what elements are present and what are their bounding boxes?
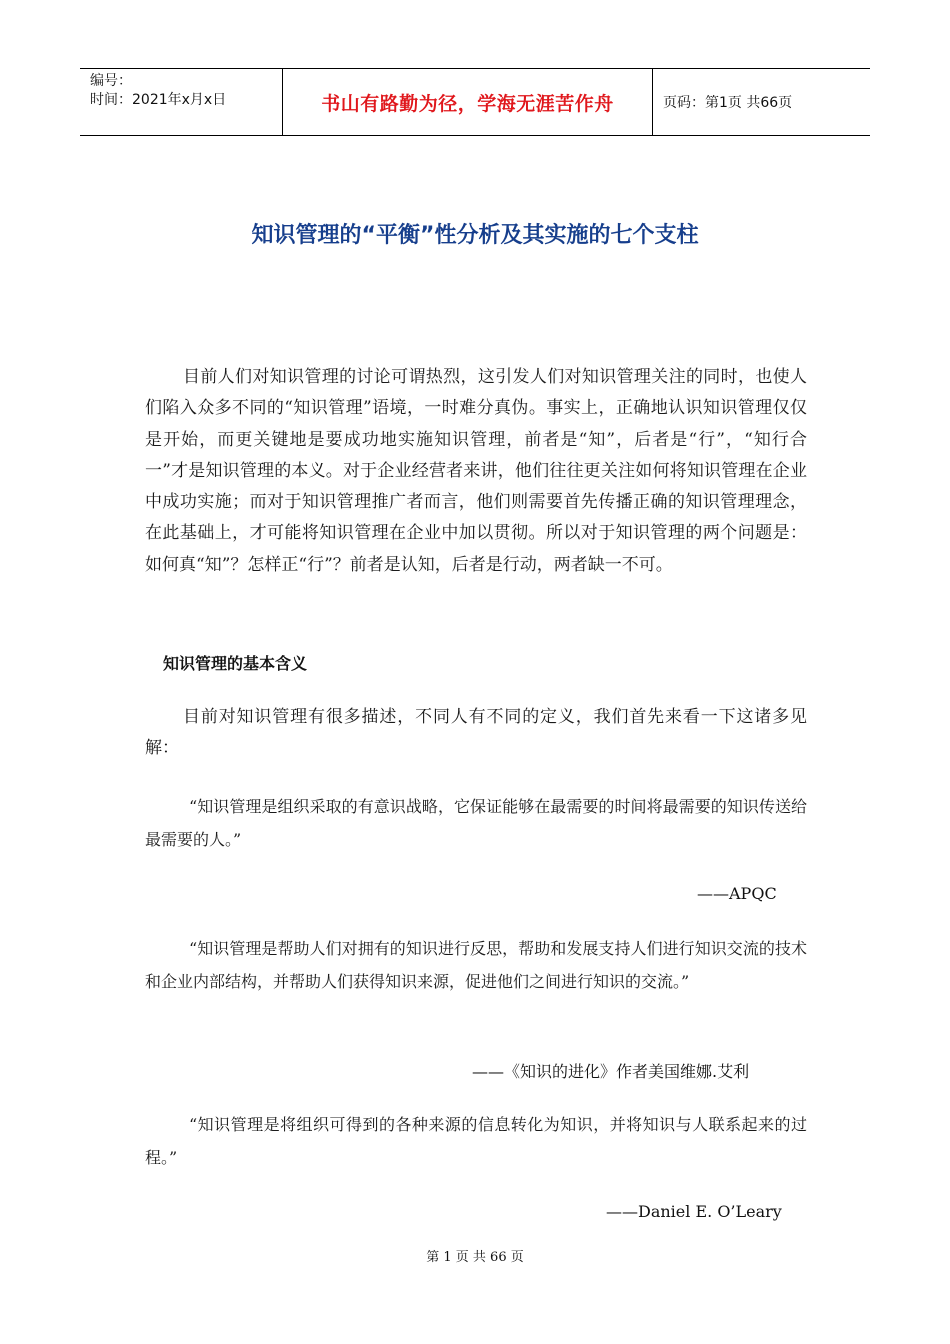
quote-1: “知识管理是组织采取的有意识战略，它保证能够在最需要的时间将最需要的知识传送给最需要的人。”	[145, 797, 807, 849]
document-title: 知识管理的“平衡”性分析及其实施的七个支柱	[251, 223, 699, 248]
date-label: 时间：2021年x月x日	[90, 92, 227, 108]
section-heading: 知识管理的基本含义	[163, 654, 308, 673]
page-header	[80, 68, 870, 136]
section-intro-paragraph: 目前对知识管理有很多描述，不同人有不同的定义，我们首先来看一下这诸多见解：	[145, 707, 807, 759]
quote-2-attribution: ——《知识的进化》作者美国维娜.艾利	[472, 1062, 750, 1081]
header-page-info: 页码：第1页 共66页	[663, 95, 793, 111]
quote-3-attribution: ——Daniel E. O’Leary	[606, 1202, 782, 1221]
header-motto: 书山有路勤为径，学海无涯苦作舟	[282, 69, 653, 135]
intro-paragraph: 目前人们对知识管理的讨论可谓热烈，这引发人们对知识管理关注的同时，也使人们陷入众多不同的“知识管理”语境，一时难分真伪。事实上，正确地认识知识管理仅仅是开始，而更关键地是要成功地实施知识管理，前者是“知”，后者是“行”，“知行合一”才是知识管理的本义。对于企业经营者来讲，他们往往更关注如何将知识管理在企业中成功实施；而对于知识管理推广者而言，他们则需要首先传播正确的知识管理理念，在此基础上，才可能将知识管理在企业中加以贯彻。所以对于知识管理的两个问题是：如何真“知”？怎样正“行”？前者是认知，后者是行动，两者缺一不可。	[145, 367, 807, 575]
serial-label: 编号：	[90, 73, 132, 89]
page-footer: 第 1 页 共 66 页	[426, 1250, 524, 1265]
quote-3: “知识管理是将组织可得到的各种来源的信息转化为知识，并将知识与人联系起来的过程。”	[145, 1115, 807, 1167]
quote-1-attribution: ——APQC	[697, 884, 777, 903]
quote-2: “知识管理是帮助人们对拥有的知识进行反思，帮助和发展支持人们进行知识交流的技术和企业内部结构，并帮助人们获得知识来源，促进他们之间进行知识的交流。”	[145, 939, 807, 991]
header-meta	[80, 69, 282, 135]
